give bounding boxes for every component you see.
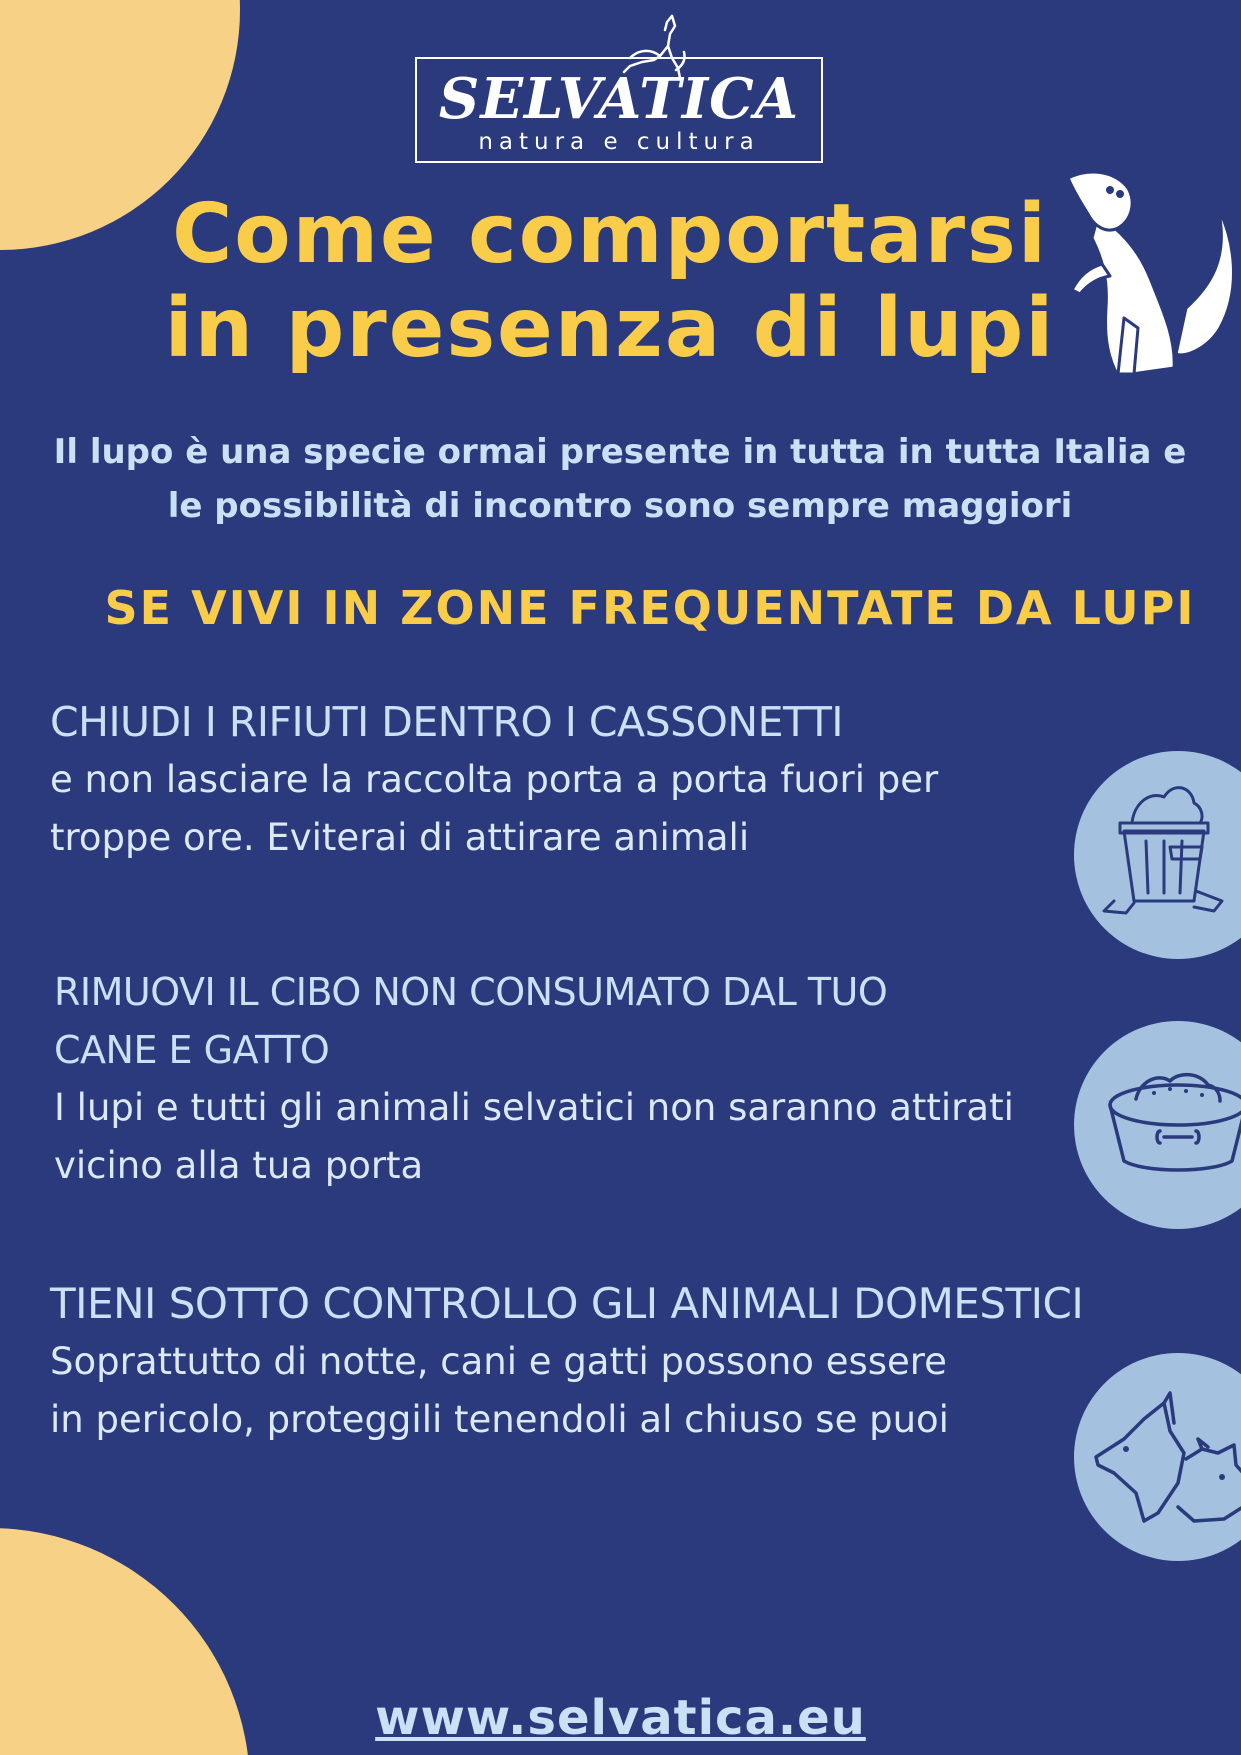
intro-line-2: le possibilità di incontro sono sempre maggiori: [167, 486, 1073, 526]
tip-text: [50, 1333, 1230, 1449]
logo-tagline: natura e cultura: [478, 129, 760, 155]
tip-text-line-2: troppe ore. Eviterai di attirare animali: [50, 816, 750, 859]
intro-line-1: Il lupo è una specie ormai presente in tutta in tutta Italia e: [53, 432, 1187, 472]
tip-title: TIENI SOTTO CONTROLLO GLI ANIMALI DOMESTICI: [50, 1279, 1084, 1328]
tip-title: CHIUDI I RIFIUTI DENTRO I CASSONETTI: [50, 698, 843, 746]
tip-title: [54, 963, 1054, 1079]
intro-text: [40, 425, 1200, 533]
tip-title-line-1: RIMUOVI IL CIBO NON CONSUMATO DAL TUO: [54, 970, 888, 1014]
tip-text-line-1: Soprattutto di notte, cani e gatti possono essere: [50, 1340, 947, 1383]
title-line-2: in presenza di lupi: [164, 281, 1056, 376]
pet-food-bowl-icon: [1074, 1021, 1241, 1229]
tip-text-line-2: in pericolo, proteggili tenendoli al chiuso se puoi: [50, 1398, 949, 1441]
tip-text: [50, 751, 1010, 867]
tip-text-line-2: vicino alla tua porta: [54, 1144, 424, 1187]
tip-pets-control: [50, 1275, 1230, 1449]
tip-title-line-2: CANE E GATTO: [54, 1028, 330, 1072]
tip-text: [54, 1079, 1054, 1195]
tip-pet-food: [54, 963, 1054, 1195]
section-heading: SE VIVI IN ZONE FREQUENTATE DA LUPI: [104, 581, 1196, 635]
tip-text-line-1: I lupi e tutti gli animali selvatici non saranno attirati: [54, 1086, 1014, 1129]
tip-text-line-1: e non lasciare la raccolta porta a porta fuori per: [50, 758, 939, 801]
title-line-1: Come comportarsi: [172, 187, 1048, 282]
logo-name: SELVATICA: [438, 66, 800, 132]
page-title: [150, 188, 1070, 376]
tip-waste: [50, 693, 1010, 867]
website-link[interactable]: www.selvatica.eu: [375, 1690, 866, 1746]
selvatica-logo: [415, 57, 823, 163]
sitting-wolf-illustration: [1058, 168, 1238, 388]
trash-can-icon: [1074, 751, 1241, 959]
